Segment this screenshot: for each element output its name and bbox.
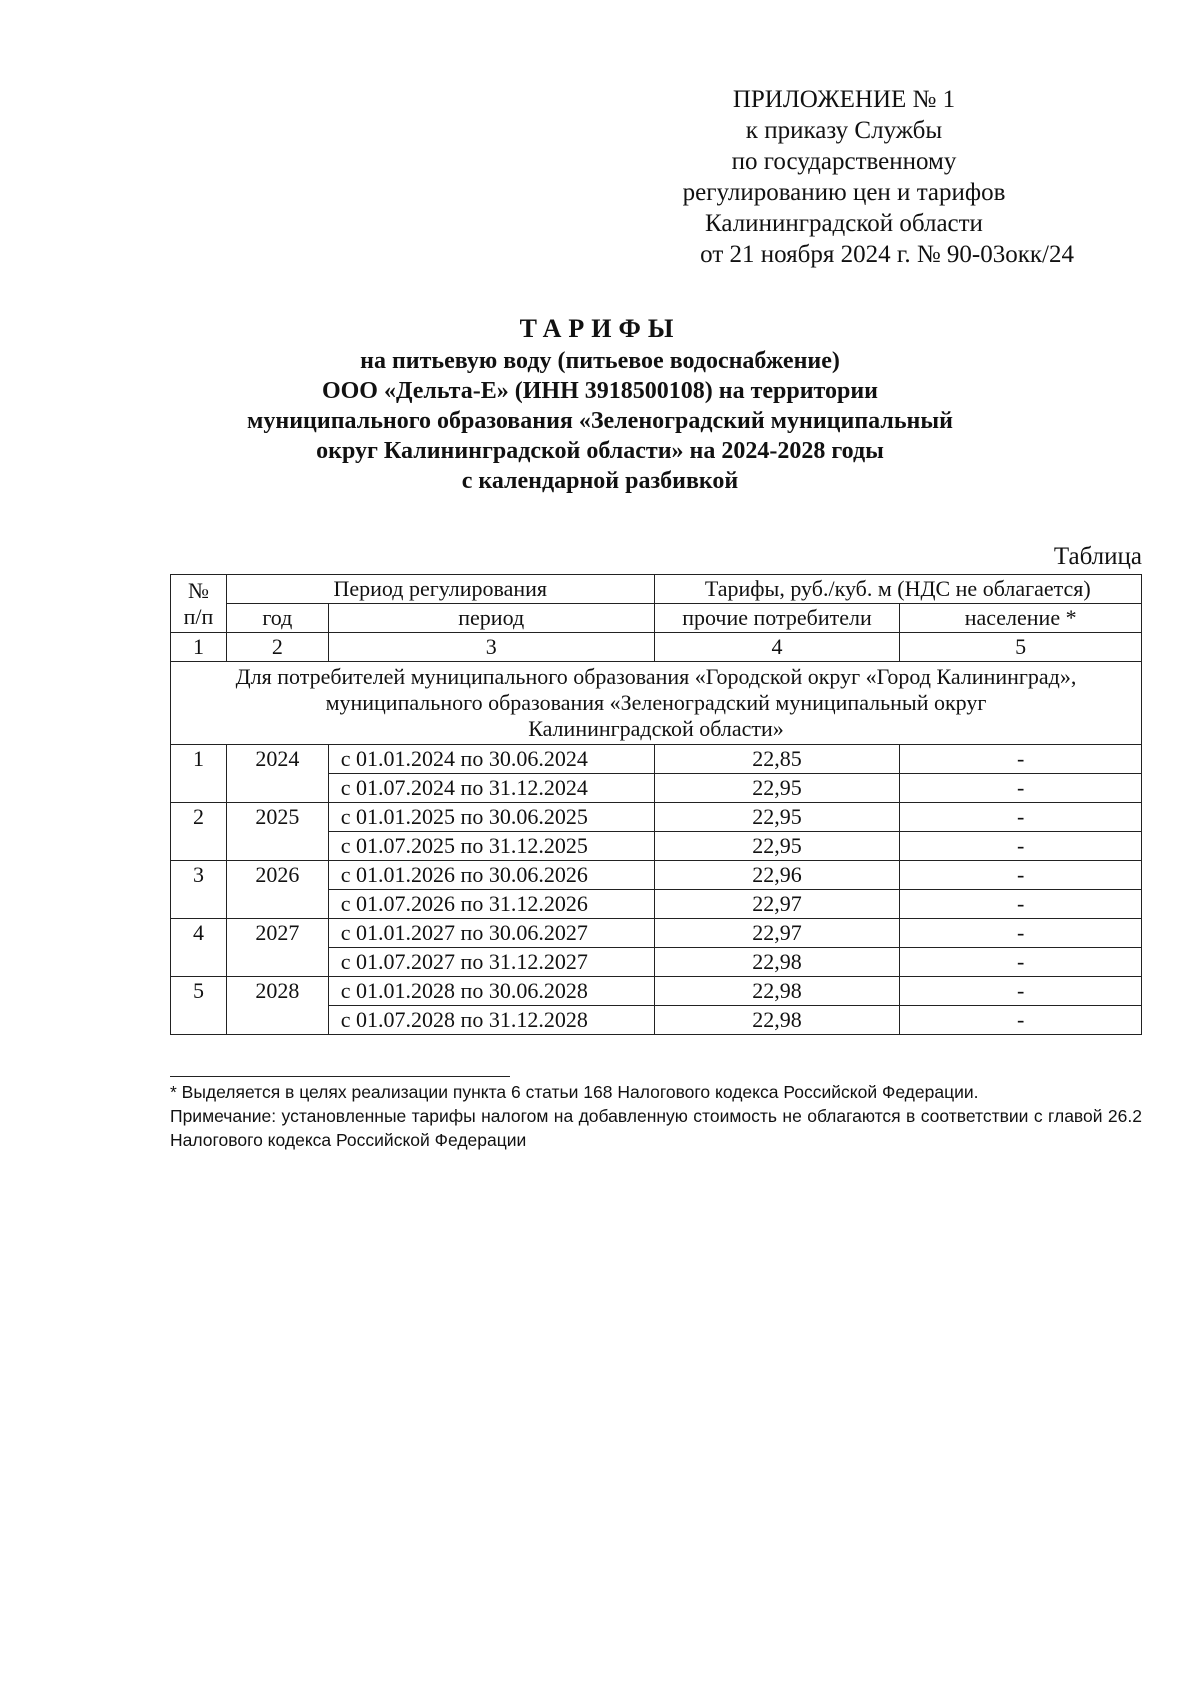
- header-num: [171, 575, 227, 633]
- appendix-line: ПРИЛОЖЕНИЕ № 1: [732, 86, 956, 113]
- remark: Примечание: установленные тарифы налогом на добавленную стоимость не облагаются в соответствии с главой 26.2 Налогового кодекса Российской Федерации: [170, 1106, 1142, 1150]
- row-tariff-population: -: [900, 832, 1142, 861]
- title-main: ТАРИФЫ: [519, 314, 681, 343]
- header-period: период: [328, 604, 654, 633]
- title-line: ООО «Дельта-Е» (ИНН 3918500108) на территории: [321, 378, 879, 404]
- row-period: с 01.07.2024 по 31.12.2024: [328, 774, 654, 803]
- row-tariff-population: -: [900, 745, 1142, 774]
- row-tariff-population: -: [900, 977, 1142, 1006]
- row-tariff-other: 22,85: [654, 745, 900, 774]
- title-line: на питьевую воду (питьевое водоснабжение): [360, 348, 840, 374]
- row-period: с 01.07.2025 по 31.12.2025: [328, 832, 654, 861]
- row-tariff-other: 22,97: [654, 890, 900, 919]
- row-period: с 01.01.2027 по 30.06.2027: [328, 919, 654, 948]
- row-tariff-other: 22,95: [654, 774, 900, 803]
- row-year: 2026: [226, 861, 328, 919]
- column-number: 1: [171, 633, 227, 662]
- section-row: [171, 662, 1142, 745]
- row-period: с 01.07.2026 по 31.12.2026: [328, 890, 654, 919]
- section-line: муниципального образования «Зеленоградский муниципальный округ: [325, 690, 987, 715]
- row-period: с 01.07.2027 по 31.12.2027: [328, 948, 654, 977]
- title-line: с календарной разбивкой: [461, 468, 739, 494]
- document-title: [160, 314, 1040, 496]
- section-heading: [171, 662, 1142, 745]
- row-tariff-population: -: [900, 774, 1142, 803]
- table-row: [171, 977, 1142, 1006]
- column-number: 4: [654, 633, 900, 662]
- row-year: 2027: [226, 919, 328, 977]
- row-tariff-other: 22,98: [654, 1006, 900, 1035]
- row-tariff-other: 22,96: [654, 861, 900, 890]
- row-num: 2: [171, 803, 227, 861]
- row-year: 2028: [226, 977, 328, 1035]
- appendix-line: по государственному: [731, 148, 957, 175]
- table-header-row: [171, 575, 1142, 604]
- appendix-line: Калининградской области: [705, 210, 983, 237]
- row-tariff-other: 22,97: [654, 919, 900, 948]
- appendix-line: к приказу Службы: [745, 117, 943, 144]
- row-tariff-population: -: [900, 919, 1142, 948]
- column-number: 3: [328, 633, 654, 662]
- row-tariff-other: 22,95: [654, 803, 900, 832]
- section-line: Калининградской области»: [528, 716, 784, 741]
- row-year: 2025: [226, 803, 328, 861]
- tariff-table: [170, 574, 1142, 1035]
- table-subheader-row: [171, 604, 1142, 633]
- row-tariff-other: 22,95: [654, 832, 900, 861]
- row-period: с 01.01.2025 по 30.06.2025: [328, 803, 654, 832]
- row-num: 4: [171, 919, 227, 977]
- row-period: с 01.01.2024 по 30.06.2024: [328, 745, 654, 774]
- order-date-line: от 21 ноября 2024 г. № 90-03окк/24: [700, 241, 1074, 268]
- column-number: 5: [900, 633, 1142, 662]
- row-tariff-population: -: [900, 948, 1142, 977]
- header-other-consumers: прочие потребители: [654, 604, 900, 633]
- table-label: Таблица: [1053, 543, 1142, 570]
- column-number-row: [171, 633, 1142, 662]
- header-tariff-group: Тарифы, руб./куб. м (НДС не облагается): [654, 575, 1141, 604]
- header-year: год: [226, 604, 328, 633]
- section-line: Для потребителей муниципального образования «Городской округ «Город Калининград»,: [235, 664, 1077, 689]
- footnote-divider: [170, 1076, 510, 1077]
- appendix-line: регулированию цен и тарифов: [682, 179, 1006, 206]
- table-row: [171, 861, 1142, 890]
- footnote: * Выделяется в целях реализации пункта 6 статьи 168 Налогового кодекса Российской Федерации.: [170, 1082, 979, 1102]
- header-num-line1: №: [187, 577, 209, 603]
- row-tariff-population: -: [900, 861, 1142, 890]
- row-period: с 01.01.2028 по 30.06.2028: [328, 977, 654, 1006]
- row-period: с 01.01.2026 по 30.06.2026: [328, 861, 654, 890]
- row-tariff-population: -: [900, 803, 1142, 832]
- title-line: округ Калининградской области» на 2024-2028 годы: [316, 438, 884, 464]
- row-tariff-population: -: [900, 1006, 1142, 1035]
- title-line: муниципального образования «Зеленоградский муниципальный: [247, 408, 953, 434]
- appendix-header: [614, 84, 1074, 270]
- table-row: [171, 803, 1142, 832]
- table-row: [171, 919, 1142, 948]
- header-period-group: Период регулирования: [226, 575, 654, 604]
- notes-block: [170, 1080, 1142, 1152]
- header-population: население *: [900, 604, 1142, 633]
- row-period: с 01.07.2028 по 31.12.2028: [328, 1006, 654, 1035]
- row-tariff-other: 22,98: [654, 977, 900, 1006]
- row-tariff-other: 22,98: [654, 948, 900, 977]
- column-number: 2: [226, 633, 328, 662]
- row-num: 1: [171, 745, 227, 803]
- row-num: 3: [171, 861, 227, 919]
- row-year: 2024: [226, 745, 328, 803]
- row-tariff-population: -: [900, 890, 1142, 919]
- header-num-line2: п/п: [183, 603, 214, 629]
- row-num: 5: [171, 977, 227, 1035]
- table-row: [171, 745, 1142, 774]
